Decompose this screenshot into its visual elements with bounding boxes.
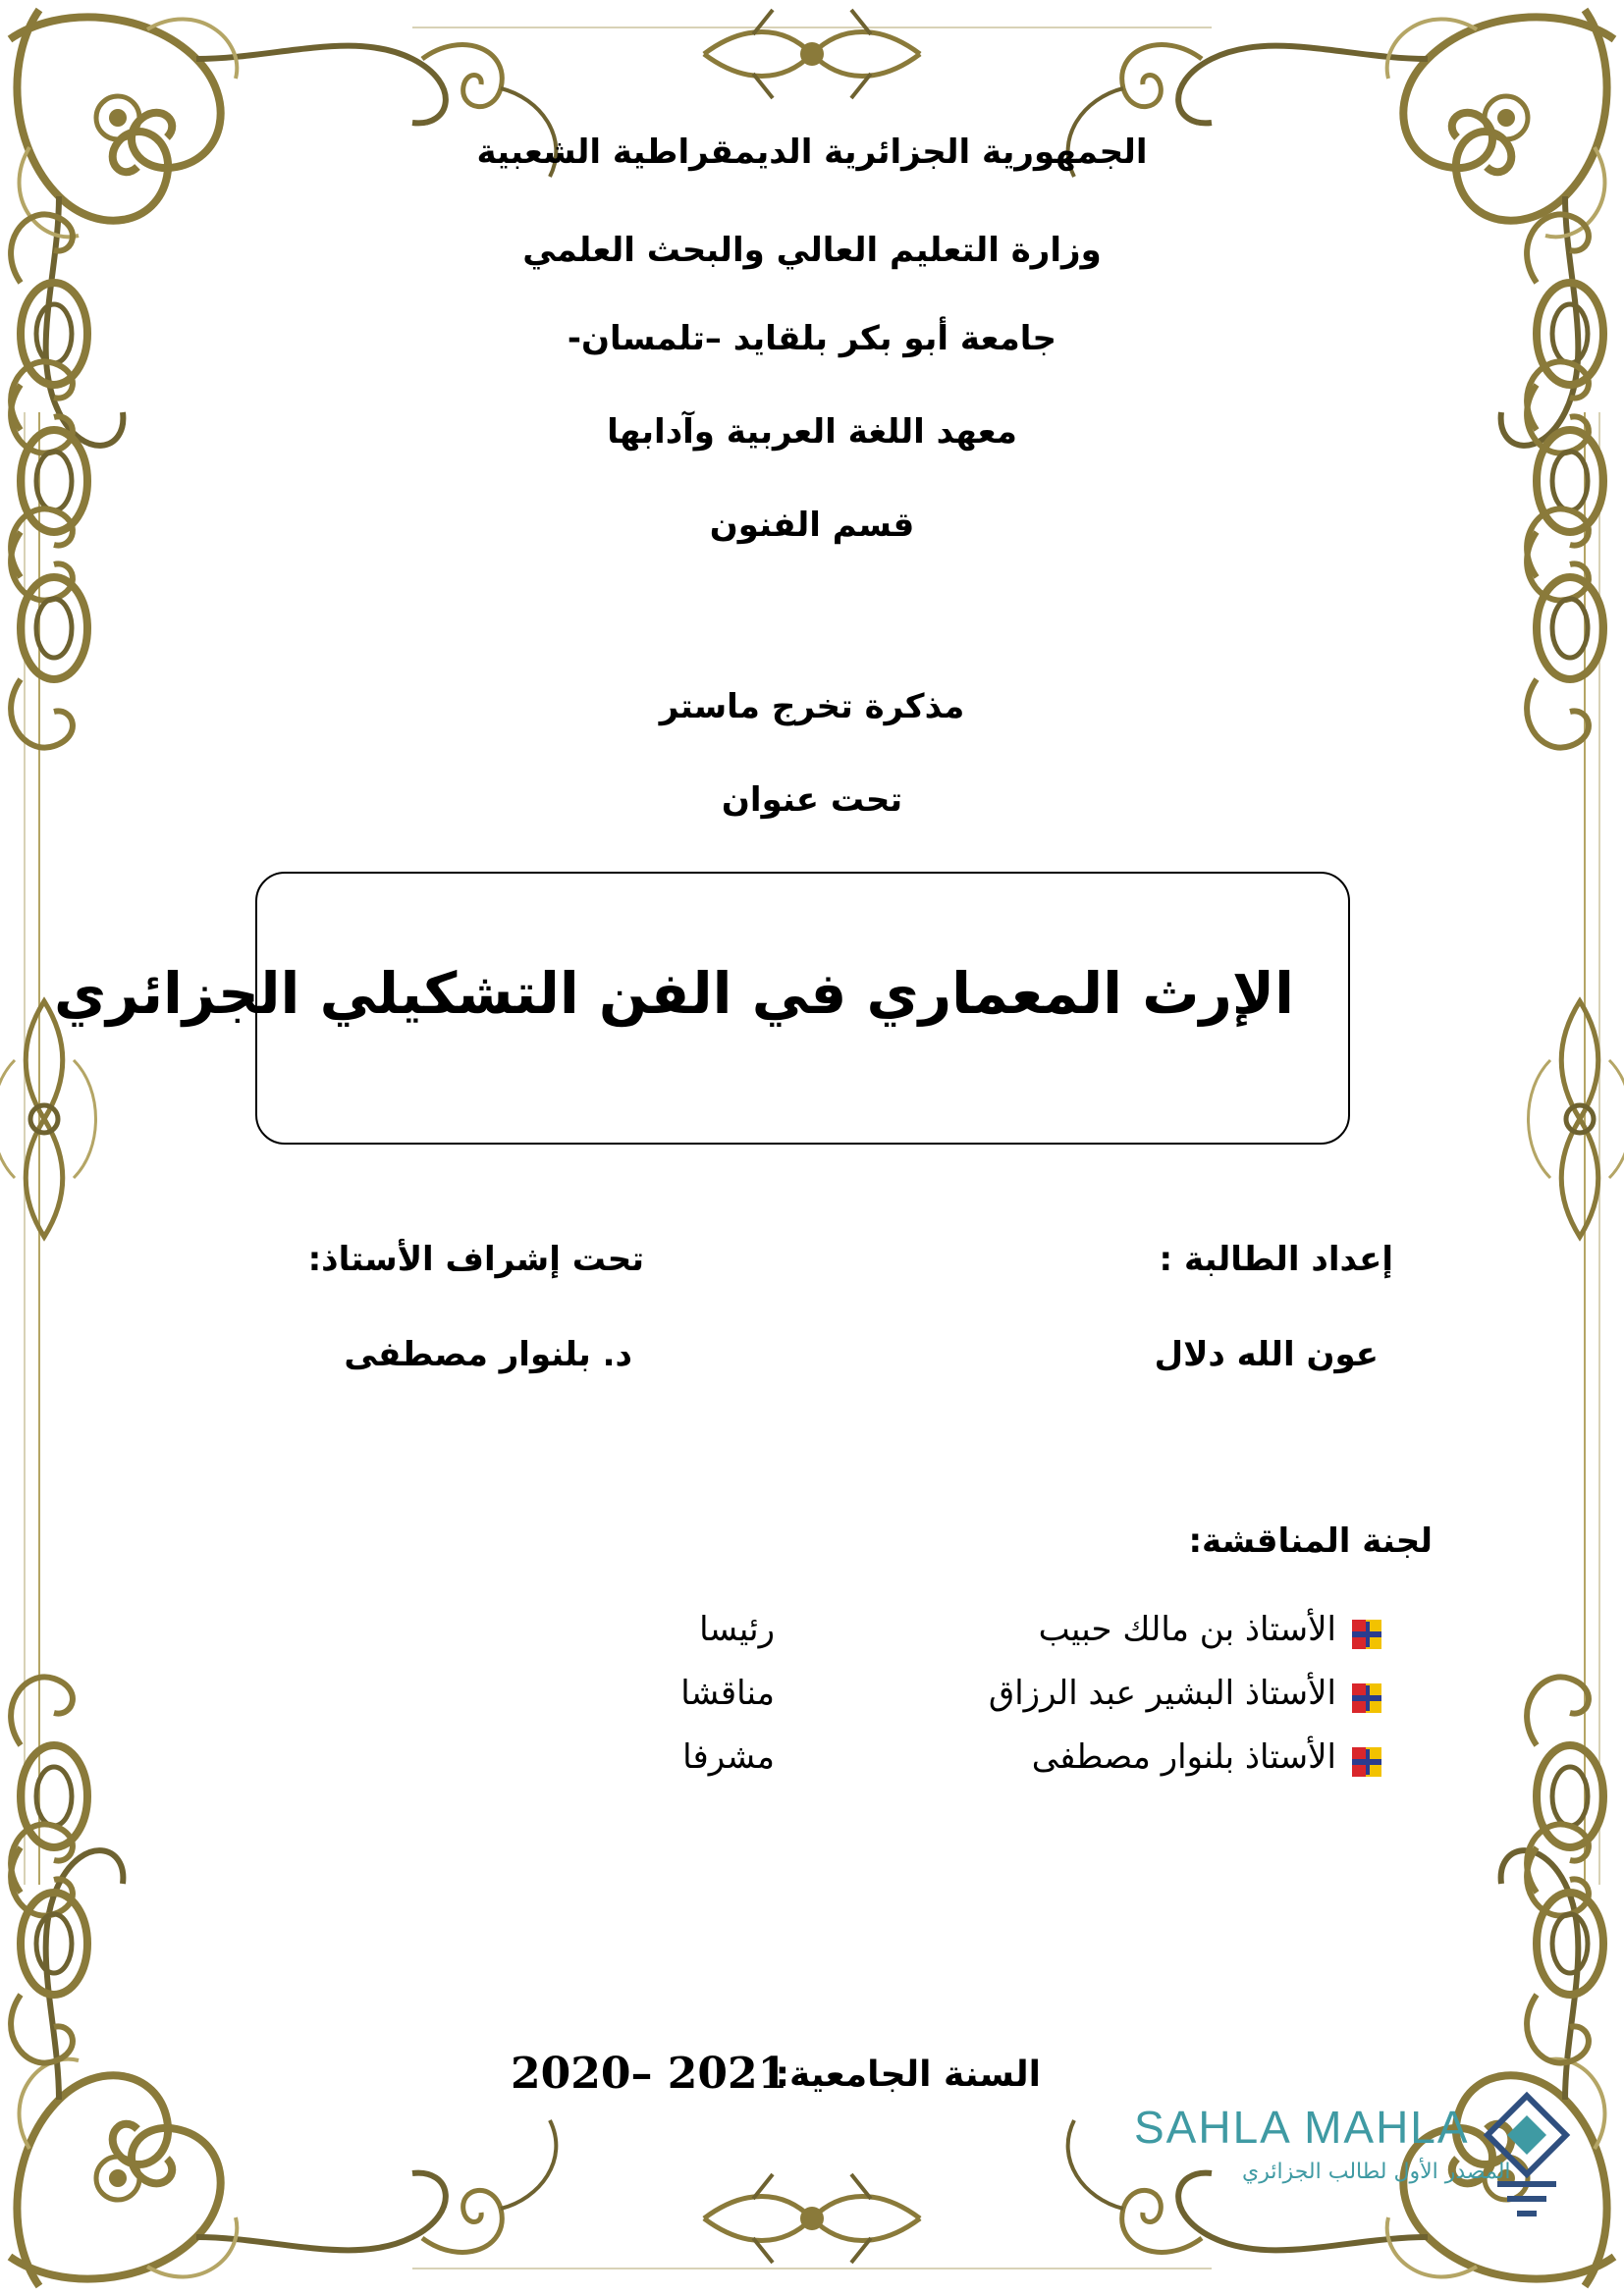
academic-year xyxy=(491,2049,1041,2113)
committee-member-row xyxy=(637,1737,1383,1787)
header-institute: معهد اللغة العربية وآدابها xyxy=(607,412,1017,452)
bottom-center-ornament xyxy=(704,2174,920,2263)
watermark-subtitle: المصدر الأول لطالب الجزائري xyxy=(1242,2160,1511,2184)
committee-member-role: رئيسا xyxy=(699,1610,775,1649)
committee-member-name: الأستاذ بن مالك حبيب xyxy=(1038,1610,1336,1649)
bullet-icon xyxy=(1350,1682,1383,1715)
committee-member-name: الأستاذ بلنوار مصطفى xyxy=(1031,1737,1336,1777)
right-side-ornaments xyxy=(1527,214,1624,2062)
header-department: قسم الفنون xyxy=(709,506,915,545)
committee-member-name: الأستاذ البشير عبد الرزاق xyxy=(988,1674,1336,1713)
title-box xyxy=(53,872,1350,1145)
header-republic: الجمهورية الجزائرية الديمقراطية الشعبية xyxy=(476,133,1148,172)
header-university: جامعة أبو بكر بلقايد –تلمسان- xyxy=(567,319,1057,358)
committee-member-row xyxy=(637,1674,1383,1723)
under-title-label: تحت عنوان xyxy=(721,780,903,820)
corner-ornament-top-right xyxy=(1178,10,1614,446)
corner-ornament-bottom-left xyxy=(10,1850,446,2286)
academic-year-value: 2020– 2021 xyxy=(511,2049,788,2099)
sahla-mahla-logo xyxy=(1134,2091,1576,2248)
student-label: إعداد الطالبة : xyxy=(1159,1240,1393,1279)
committee-label: لجنة المناقشة: xyxy=(1188,1522,1433,1561)
bullet-icon xyxy=(1350,1745,1383,1779)
top-center-ornament xyxy=(704,10,920,98)
student-name: عون الله دلال xyxy=(1154,1335,1379,1374)
academic-year-label: السنة الجامعية: xyxy=(775,2055,1041,2095)
committee-member-role: مناقشا xyxy=(680,1674,775,1713)
watermark-text: SAHLA MAHLA xyxy=(1134,2102,1470,2153)
watermark-emblem-icon xyxy=(1478,2091,1576,2218)
memo-type: مذكرة تخرج ماستر xyxy=(659,687,965,726)
header-ministry: وزارة التعليم العالي والبحث العلمي xyxy=(522,231,1102,270)
supervisor-label: تحت إشراف الأستاذ: xyxy=(307,1240,644,1279)
memo-title: الإرث المعماري في الفن التشكيلي الجزائري xyxy=(53,960,1294,1027)
supervisor-name: د. بلنوار مصطفى xyxy=(344,1335,632,1374)
committee-member-role: مشرفا xyxy=(682,1737,775,1777)
left-side-ornaments xyxy=(0,214,96,2062)
bullet-icon xyxy=(1350,1618,1383,1651)
committee-member-row xyxy=(637,1610,1383,1659)
